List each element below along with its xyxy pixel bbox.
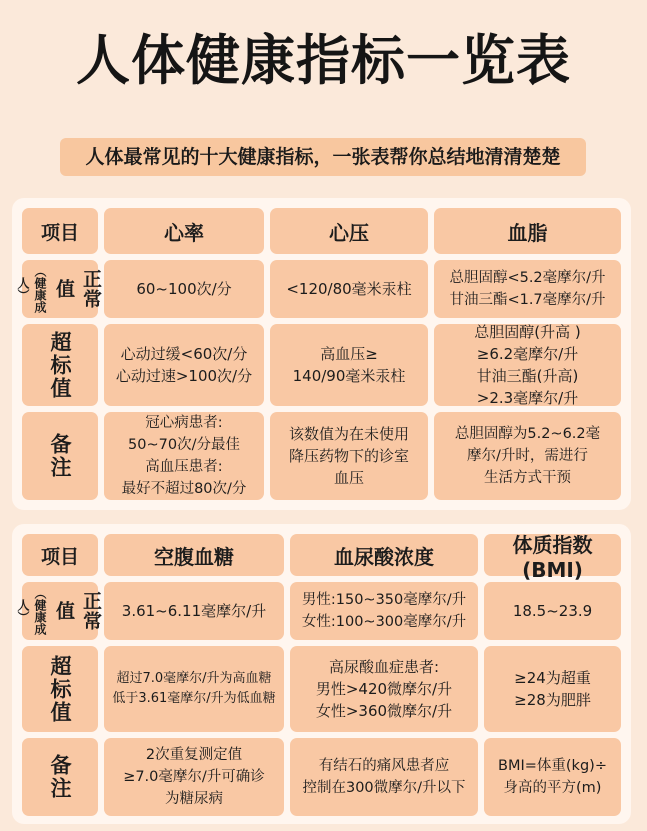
cell-blood-pressure-normal bbox=[270, 260, 428, 318]
cell-text: 甘油三酯<1.7毫摩尔/升 bbox=[449, 292, 606, 308]
header-heart-rate: 心率 bbox=[104, 208, 264, 254]
cell-text: 总胆固醇为5.2~6.2毫 bbox=[454, 426, 601, 442]
cell-text: 血压 bbox=[333, 469, 364, 487]
cell-text: 高血压≥ bbox=[320, 345, 378, 363]
row-label-text: 备注 bbox=[48, 433, 72, 479]
cell-text: 女性:100~300毫摩尔/升 bbox=[301, 614, 467, 630]
header-item: 项目 bbox=[22, 534, 98, 576]
header-uric-acid: 血尿酸浓度 bbox=[290, 534, 478, 576]
cell-text: ≥28为肥胖 bbox=[514, 691, 591, 709]
cell-heart-rate-exceeded bbox=[104, 324, 264, 406]
cell-text: 140/90毫米汞柱 bbox=[292, 367, 406, 385]
row-label-text: 超标值 bbox=[48, 330, 72, 400]
cell-text: 该数值为在未使用 bbox=[288, 425, 409, 443]
row-label-text: 正常值 bbox=[53, 591, 102, 631]
cell-text: 心动过速>100次/分 bbox=[115, 367, 253, 385]
cell-heart-rate-notes bbox=[104, 412, 264, 500]
cell-text: 甘油三酯(升高) bbox=[476, 367, 579, 385]
subtitle-banner: 人体最常见的十大健康指标，一张表帮你总结地清清楚楚 bbox=[60, 138, 586, 176]
header-bmi: 体质指数(BMI) bbox=[484, 534, 621, 576]
cell-bmi-exceeded bbox=[484, 646, 621, 732]
cell-bmi-normal bbox=[484, 582, 621, 640]
row-label-normal bbox=[16, 260, 102, 318]
cell-text: 总胆固醇<5.2毫摩尔/升 bbox=[449, 270, 606, 286]
cell-blood-lipid-exceeded bbox=[434, 324, 621, 406]
row-label-normal bbox=[16, 582, 102, 640]
cell-heart-rate-normal bbox=[104, 260, 264, 318]
cell-text: 高血压患者: bbox=[145, 459, 223, 475]
cell-text: ≥6.2毫摩尔/升 bbox=[476, 345, 579, 363]
cell-text: ≥24为超重 bbox=[514, 669, 591, 687]
cell-bmi-notes bbox=[484, 738, 621, 816]
cell-text: BMI=体重(kg)÷ bbox=[498, 758, 607, 774]
cell-uric-acid-notes bbox=[290, 738, 478, 816]
row-label-notes bbox=[22, 738, 98, 816]
cell-text: 身高的平方(m) bbox=[503, 780, 602, 796]
cell-text: 有结石的痛风患者应 bbox=[318, 758, 450, 774]
cell-text: 超过7.0毫摩尔/升为高血糖 bbox=[116, 671, 272, 686]
cell-text: 50~70次/分最佳 bbox=[128, 437, 240, 453]
cell-text: 男性:150~350毫摩尔/升 bbox=[301, 592, 467, 608]
row-label-notes bbox=[22, 412, 98, 500]
row-label-text: 备注 bbox=[48, 754, 72, 800]
cell-text: ≥7.0毫摩尔/升可确诊 bbox=[123, 769, 265, 785]
header-fasting-glucose: 空腹血糖 bbox=[104, 534, 284, 576]
cell-text: 3.61~6.11毫摩尔/升 bbox=[121, 602, 267, 620]
cell-text: <120/80毫米汞柱 bbox=[286, 280, 412, 298]
cell-text: 生活方式干预 bbox=[484, 470, 571, 486]
page-title: 人体健康指标一览表 bbox=[76, 29, 571, 92]
header-blood-lipid: 血脂 bbox=[434, 208, 621, 254]
cell-glucose-exceeded bbox=[104, 646, 284, 732]
row-label-exceeded bbox=[22, 324, 98, 406]
row-label-exceeded bbox=[22, 646, 98, 732]
header-blood-pressure: 心压 bbox=[270, 208, 428, 254]
cell-blood-lipid-normal bbox=[434, 260, 621, 318]
cell-text: 高尿酸血症患者: bbox=[328, 658, 440, 676]
health-table-2 bbox=[12, 524, 631, 824]
cell-text: 女性>360微摩尔/升 bbox=[315, 702, 453, 720]
health-table-1 bbox=[12, 198, 631, 510]
cell-text: 摩尔/升时，需进行 bbox=[467, 448, 588, 464]
row-sublabel: （健康成人） bbox=[16, 587, 47, 635]
cell-text: 2次重复测定值 bbox=[145, 747, 243, 763]
cell-text: 男性>420微摩尔/升 bbox=[315, 680, 453, 698]
cell-text: 最好不超过80次/分 bbox=[121, 481, 247, 497]
cell-uric-acid-exceeded bbox=[290, 646, 478, 732]
row-sublabel: （健康成人） bbox=[16, 265, 47, 313]
cell-text: 控制在300微摩尔/升以下 bbox=[302, 780, 466, 796]
row-label-text: 正常值 bbox=[53, 269, 102, 309]
cell-text: >2.3毫摩尔/升 bbox=[476, 389, 579, 407]
cell-glucose-notes bbox=[104, 738, 284, 816]
row-label-text: 超标值 bbox=[48, 654, 72, 724]
cell-glucose-normal bbox=[104, 582, 284, 640]
cell-text: 心动过缓<60次/分 bbox=[120, 345, 248, 363]
cell-blood-pressure-exceeded bbox=[270, 324, 428, 406]
header-item: 项目 bbox=[22, 208, 98, 254]
cell-text: 18.5~23.9 bbox=[512, 602, 593, 620]
cell-text: 降压药物下的诊室 bbox=[288, 447, 409, 465]
cell-text: 60~100次/分 bbox=[136, 280, 232, 298]
cell-blood-pressure-notes bbox=[270, 412, 428, 500]
cell-text: 冠心病患者: bbox=[145, 415, 223, 431]
cell-blood-lipid-notes bbox=[434, 412, 621, 500]
cell-text: 低于3.61毫摩尔/升为低血糖 bbox=[112, 691, 276, 706]
cell-uric-acid-normal bbox=[290, 582, 478, 640]
cell-text: 总胆固醇(升高 ) bbox=[474, 323, 581, 341]
cell-text: 为糖尿病 bbox=[165, 791, 223, 807]
